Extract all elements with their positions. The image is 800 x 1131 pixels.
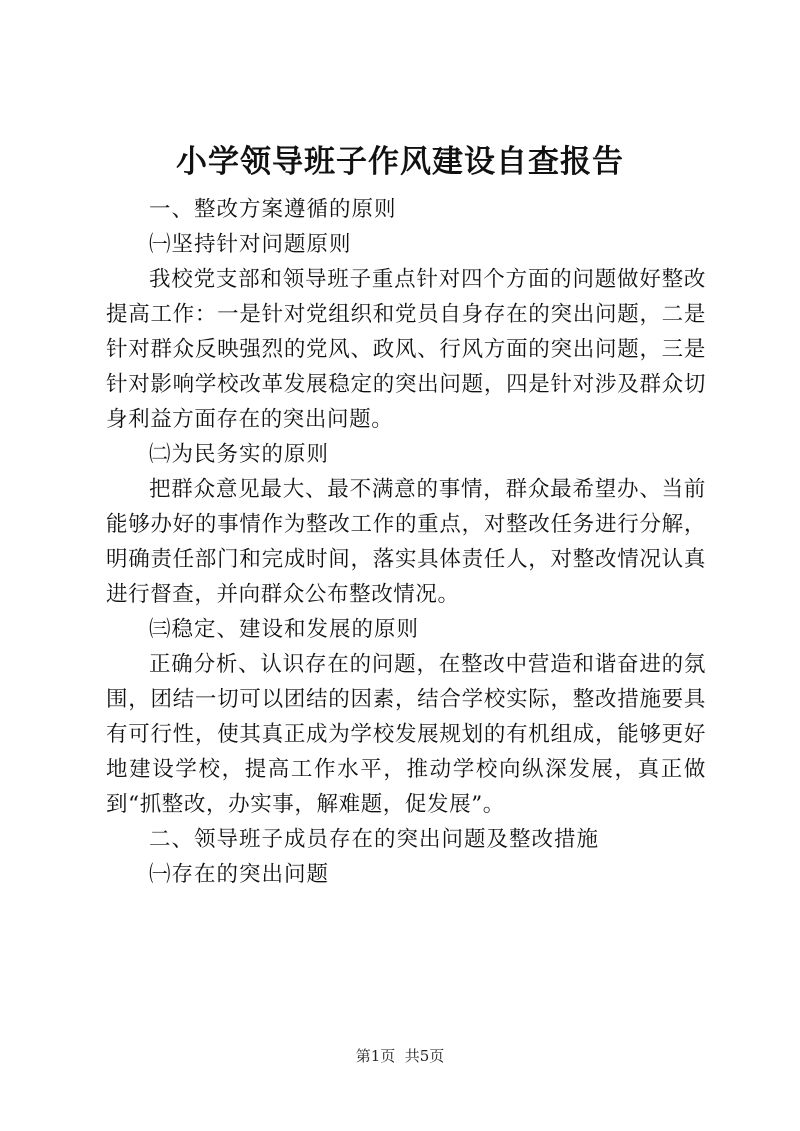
section-heading-1: 一、整改方案遵循的原则 bbox=[149, 197, 397, 222]
body-paragraph-3: 正确分析、认识存在的问题，在整改中营造和谐奋进的氛围，团结一切可以团结的因素，结合学校实际，整改措施要具有可行性，使其真正成为学校发展规划的有机组成，能够更好地建设学校，提高工作水平，推动学校向纵深发展，真正做到“抓整改，办实事，解难题，促发展”。 bbox=[106, 652, 706, 817]
subsection-heading-2: ㈡为民务实的原则 bbox=[149, 442, 330, 467]
subsection-heading-3: ㈢稳定、建设和发展的原则 bbox=[149, 617, 420, 642]
body-paragraph-1: 我校党支部和领导班子重点针对四个方面的问题做好整改提高工作：一是针对党组织和党员自身存在的突出问题，二是针对群众反映强烈的党风、政风、行风方面的突出问题，三是针对影响学校改革发展稳定的突出问题，四是针对涉及群众切身利益方面存在的突出问题。 bbox=[106, 267, 706, 432]
subsection-heading-4: ㈠存在的突出问题 bbox=[149, 862, 330, 887]
section-heading-2: 二、领导班子成员存在的突出问题及整改措施 bbox=[149, 827, 600, 852]
body-paragraph-2: 把群众意见最大、最不满意的事情，群众最希望办、当前能够办好的事情作为整改工作的重点，对整改任务进行分解，明确责任部门和完成时间，落实具体责任人，对整改情况认真进行督查，并向群众公布整改情况。 bbox=[106, 477, 706, 607]
document-body bbox=[106, 192, 706, 892]
page-footer: 第1页 共5页 bbox=[355, 1047, 445, 1065]
subsection-heading-1: ㈠坚持针对问题原则 bbox=[149, 232, 352, 257]
document-title: 小学领导班子作风建设自查报告 bbox=[176, 144, 624, 180]
